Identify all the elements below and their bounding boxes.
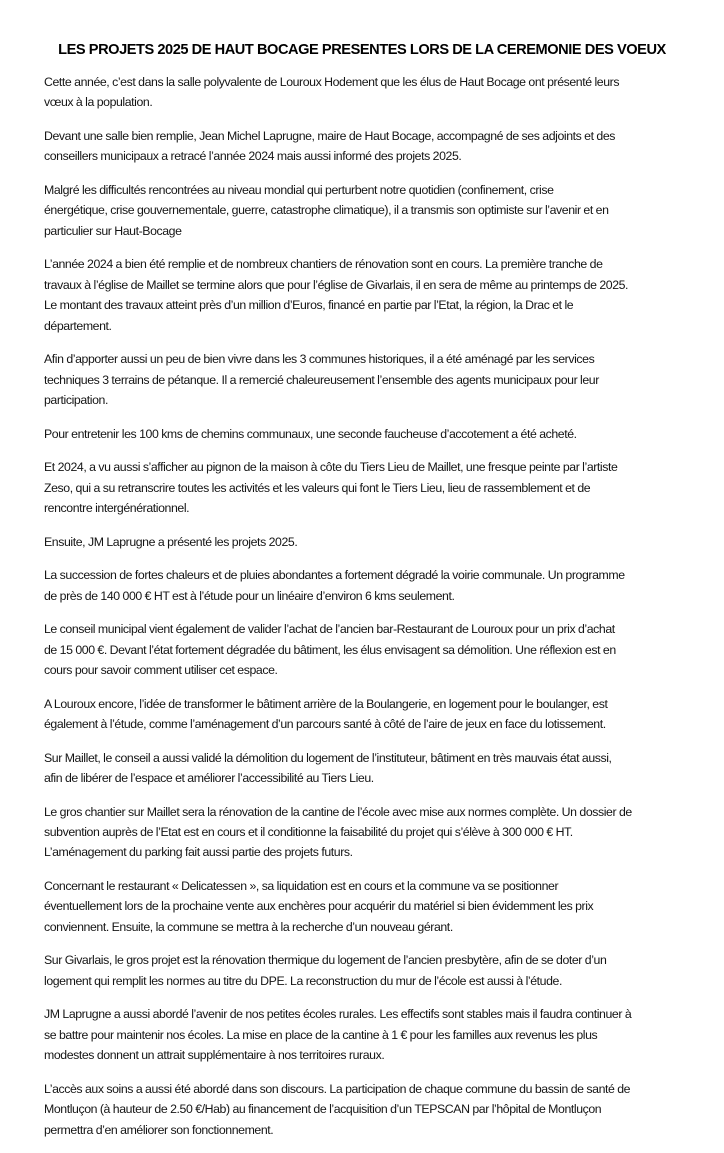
paragraph <box>44 349 684 410</box>
text-line: Cette année, c’est dans la salle polyvalente de Louroux Hodement que les élus de Haut Bocage ont présenté leurs <box>44 75 620 89</box>
text-line: particulier sur Haut-Bocage <box>44 223 182 238</box>
paragraph <box>44 457 684 518</box>
text-line: permettra d’en améliorer son fonctionnement. <box>44 1122 274 1137</box>
text-line: Malgré les difficultés rencontrées au niveau mondial qui perturbent notre quotidien (confinement, crise <box>44 183 554 197</box>
text-line: rencontre intergénérationnel. <box>44 501 190 516</box>
paragraph <box>44 424 684 444</box>
paragraph <box>44 254 684 336</box>
text-line: Sur Givarlais, le gros projet est la rénovation thermique du logement de l’ancien presbytère, afin de se doter d’un <box>44 953 607 968</box>
text-line: vœux à la population. <box>44 95 153 110</box>
text-line: Montluçon (à hauteur de 2.50 €/Hab) au financement de l’acquisition d’un TEPSCAN par l’hôpital de Montluçon <box>44 1102 602 1117</box>
text-line: participation. <box>44 393 108 408</box>
text-line: se battre pour maintenir nos écoles. La mise en place de la cantine à 1 € pour les familles aux revenus les plus <box>44 1027 598 1042</box>
text-line: La succession de fortes chaleurs et de pluies abondantes a fortement dégradé la voirie communale. Un programme <box>44 568 625 583</box>
paragraph <box>44 532 684 552</box>
text-line: subvention auprès de l’Etat est en cours et il conditionne la faisabilité du projet qui s’élève à 300 000 € HT. <box>44 825 573 840</box>
paragraph <box>44 72 684 113</box>
text-line: travaux à l’église de Maillet se termine alors que pour l’église de Givarlais, il en sera de même au printemps de 2025. <box>44 277 629 292</box>
paragraph <box>44 694 684 735</box>
text-line: A Louroux encore, l’idée de transformer le bâtiment arrière de la Boulangerie, en logement pour le boulanger, est <box>44 696 608 711</box>
paragraph <box>44 748 684 789</box>
text-line: Ensuite, JM Laprugne a présenté les projets 2025. <box>44 534 298 549</box>
text-line: de 15 000 €. Devant l’état fortement dégradée du bâtiment, les élus envisagent sa démolition. Une réflexion est en <box>44 642 616 657</box>
paragraph <box>44 1079 684 1140</box>
text-line: JM Laprugne a aussi abordé l’avenir de nos petites écoles rurales. Les effectifs sont stables mais il faudra continuer à <box>44 1007 632 1022</box>
document-body <box>44 72 684 1153</box>
text-line: de près de 140 000 € HT est à l’étude pour un linéaire d’environ 6 kms seulement. <box>44 588 455 603</box>
text-line: énergétique, crise gouvernementale, guerre, catastrophe climatique), il a transmis son optimiste sur l’avenir et en <box>44 203 609 218</box>
paragraph <box>44 126 684 167</box>
paragraph <box>44 950 684 991</box>
text-line: Le conseil municipal vient également de valider l’achat de l’ancien bar-Restaurant de Louroux pour un prix d’achat <box>44 622 615 637</box>
text-line: éventuellement lors de la prochaine vente aux enchères pour acquérir du matériel si bien évidemment les prix <box>44 899 594 914</box>
text-line: Le gros chantier sur Maillet sera la rénovation de la cantine de l’école avec mise aux normes complète. Un dossier de <box>44 804 632 819</box>
text-line: conseillers municipaux a retracé l’année 2024 mais aussi informé des projets 2025. <box>44 149 462 164</box>
paragraph <box>44 619 684 680</box>
text-line: L’accès aux soins a aussi été abordé dans son discours. La participation de chaque commune du bassin de santé de <box>44 1081 631 1096</box>
paragraph <box>44 802 684 863</box>
text-line: L’année 2024 a bien été remplie et de nombreux chantiers de rénovation sont en cours. La première tranche de <box>44 257 603 272</box>
text-line: Sur Maillet, le conseil a aussi validé la démolition du logement de l’instituteur, bâtiment en très mauvais état aussi, <box>44 750 612 765</box>
document-title: LES PROJETS 2025 DE HAUT BOCAGE PRESENTES LORS DE LA CEREMONIE DES VOEUX <box>58 42 666 58</box>
text-line: modestes donnent un attrait supplémentaire à nos territoires ruraux. <box>44 1048 385 1063</box>
text-line: Pour entretenir les 100 kms de chemins communaux, une seconde faucheuse d’accotement a été acheté. <box>44 426 577 441</box>
text-line: L’aménagement du parking fait aussi partie des projets futurs. <box>44 845 353 860</box>
text-line: techniques 3 terrains de pétanque. Il a remercié chaleureusement l’ensemble des agents municipaux pour leur <box>44 372 599 387</box>
text-line: également à l’étude, comme l’aménagement d’un parcours santé à côté de l’aire de jeux en face du lotissement. <box>44 717 606 732</box>
text-line: logement qui remplit les normes au titre du DPE. La reconstruction du mur de l’école est aussi à l’étude. <box>44 973 562 988</box>
text-line: conviennent. Ensuite, la commune se mettra à la recherche d’un nouveau gérant. <box>44 919 453 934</box>
paragraph <box>44 180 684 241</box>
text-line: Le montant des travaux atteint près d’un million d’Euros, financé en partie par l’Etat, la région, la Drac et le <box>44 298 574 313</box>
text-line: Afin d’apporter aussi un peu de bien vivre dans les 3 communes historiques, il a été aménagé par les services <box>44 352 595 367</box>
text-line: Devant une salle bien remplie, Jean Michel Laprugne, maire de Haut Bocage, accompagné de ses adjoints et des <box>44 129 616 143</box>
paragraph <box>44 876 684 937</box>
text-line: cours pour savoir comment utiliser cet espace. <box>44 663 278 678</box>
text-line: Et 2024, a vu aussi s’afficher au pignon de la maison à côte du Tiers Lieu de Maillet, une fresque peinte par l’artiste <box>44 460 618 475</box>
paragraph <box>44 1004 684 1065</box>
text-line: Zeso, qui a su retranscrire toutes les activités et les valeurs qui font le Tiers Lieu, lieu de rassemblement et de <box>44 480 591 495</box>
paragraph <box>44 565 684 606</box>
text-line: afin de libérer de l’espace et améliorer l’accessibilité au Tiers Lieu. <box>44 771 374 786</box>
text-line: Concernant le restaurant « Delicatessen », sa liquidation est en cours et la commune va se positionner <box>44 879 559 894</box>
text-line: département. <box>44 318 112 333</box>
